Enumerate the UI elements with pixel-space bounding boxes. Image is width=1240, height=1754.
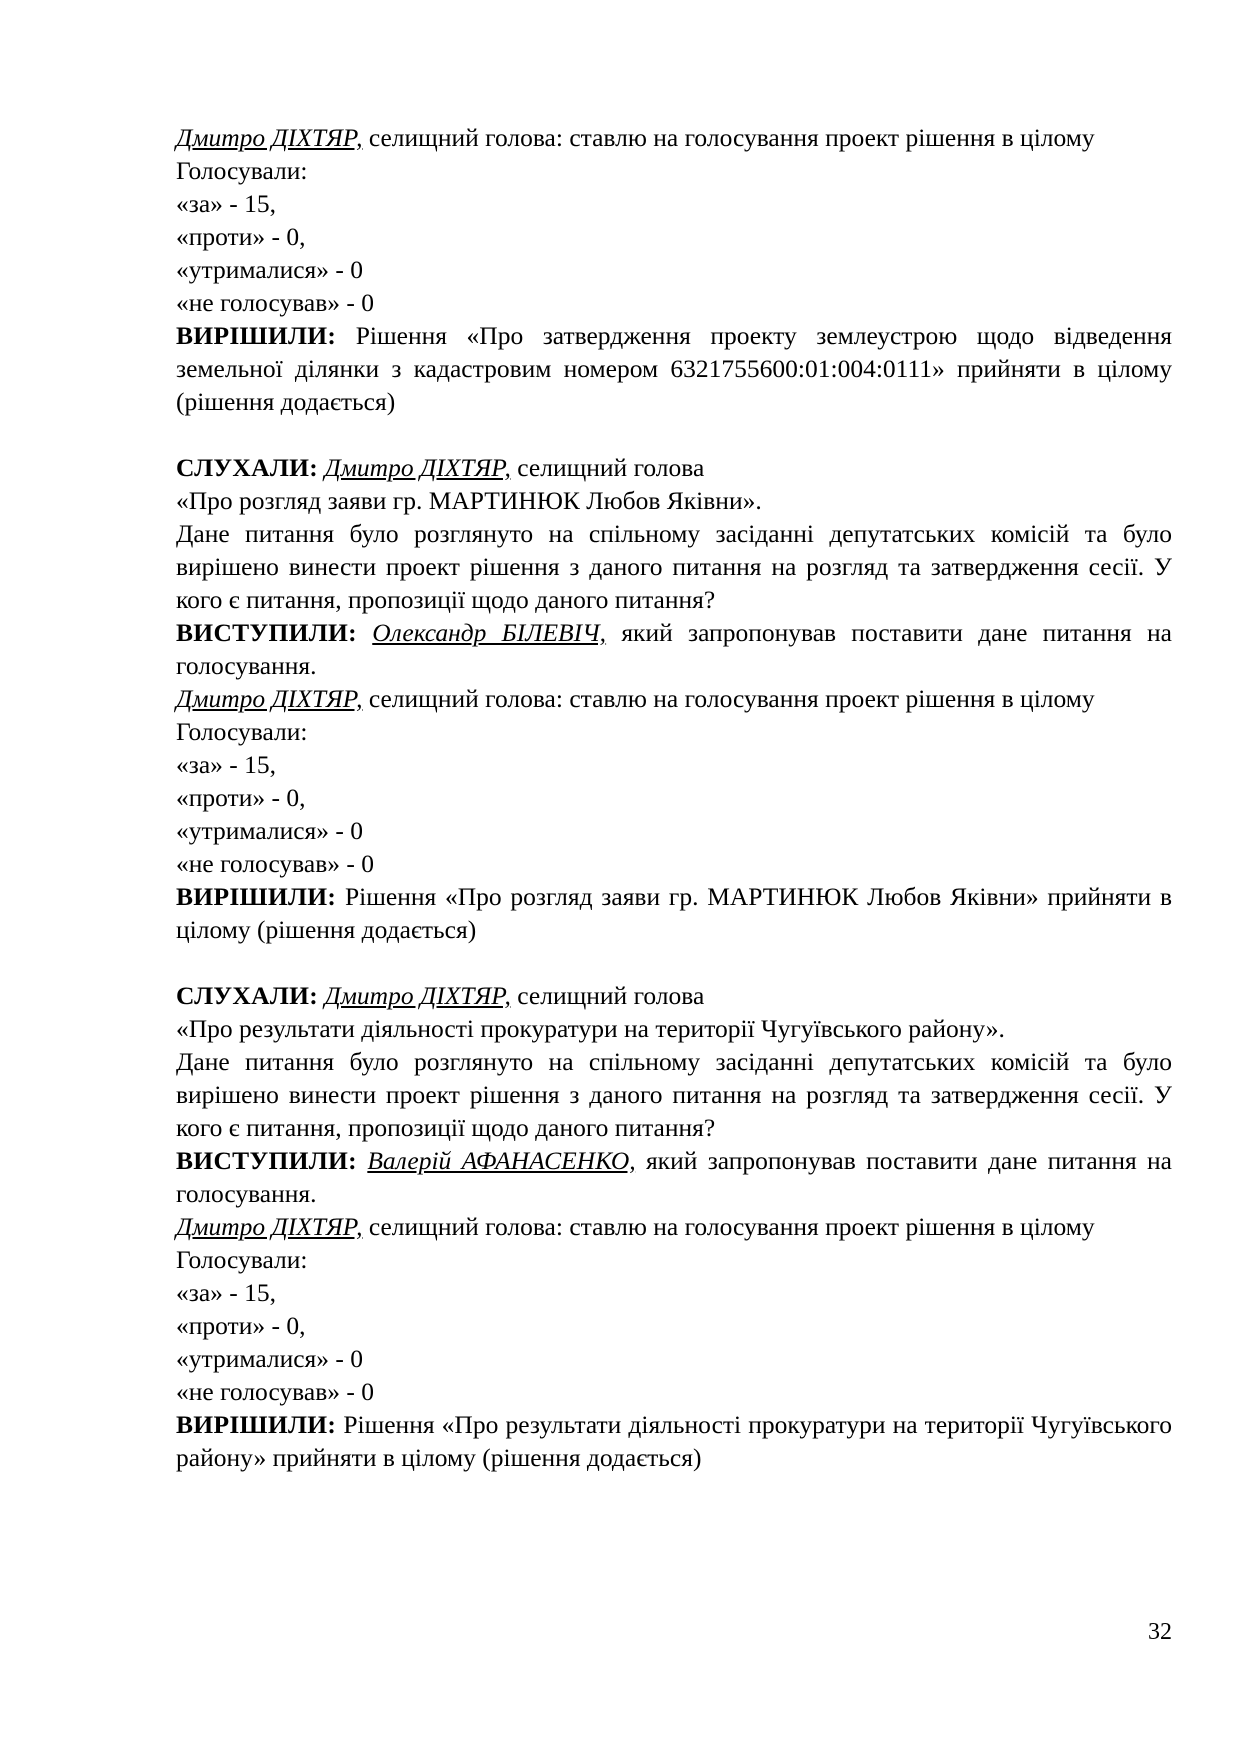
chair-statement <box>176 121 1172 154</box>
votes-against: «проти» - 0, <box>176 1311 306 1340</box>
votes-for: «за» - 15, <box>176 189 277 218</box>
votes-abstained: «утрималися» - 0 <box>176 255 364 284</box>
votes-against: «проти» - 0, <box>176 783 306 812</box>
heard-role: селищний голова <box>510 453 705 482</box>
speaker-name: Олександр БІЛЕВІЧ, <box>372 618 607 647</box>
chair-text: селищний голова: ставлю на голосування проект рішення в цілому <box>362 123 1095 152</box>
speaker-name: Валерій АФАНАСЕНКО, <box>367 1146 636 1175</box>
agenda-topic: «Про розгляд заяви гр. МАРТИНЮК Любов Яківни». <box>176 486 762 515</box>
spoke-keyword: ВИСТУПИЛИ: <box>176 618 357 647</box>
chair-text: селищний голова: ставлю на голосування проект рішення в цілому <box>362 1212 1095 1241</box>
chair-name: Дмитро ДІХТЯР, <box>176 684 363 713</box>
decided-keyword: ВИРІШИЛИ: <box>176 882 337 911</box>
agenda-topic: «Про результати діяльності прокуратури на території Чугуївського району». <box>176 1014 1005 1043</box>
votes-against: «проти» - 0, <box>176 222 306 251</box>
decision-text: Рішення «Про розгляд заяви гр. МАРТИНЮК Любов Яківни» прийняти в цілому (рішення додається) <box>176 882 1172 944</box>
votes-not-voted: «не голосував» - 0 <box>176 849 374 878</box>
heard-keyword: СЛУХАЛИ: <box>176 981 319 1010</box>
decided-keyword: ВИРІШИЛИ: <box>176 321 337 350</box>
decision <box>176 1408 1172 1474</box>
votes-not-voted: «не голосував» - 0 <box>176 288 374 317</box>
decision-text: Рішення «Про результати діяльності прокуратури на території Чугуївського району» прийняти в цілому (рішення додається) <box>176 1410 1172 1472</box>
speaker-statement <box>176 1144 1172 1210</box>
speaker-text: який запропонував поставити дане питання на голосування. <box>176 618 1172 680</box>
votes-for: «за» - 15, <box>176 1278 277 1307</box>
heard-role: селищний голова <box>510 981 705 1010</box>
section-spacer <box>176 946 1172 979</box>
discussion-text: Дане питання було розглянуто на спільному засіданні депутатських комісій та було вирішено винести проект рішення з даного питання на розгляд та затвердження сесії. У кого є питання, пропозиції щодо даного питання? <box>176 519 1172 614</box>
heard-name: Дмитро ДІХТЯР, <box>324 981 511 1010</box>
votes-for: «за» - 15, <box>176 750 277 779</box>
minutes-content <box>176 121 1172 1474</box>
speaker-text: який запропонував поставити дане питання на голосування. <box>176 1146 1172 1208</box>
page-number: 32 <box>1148 1619 1172 1645</box>
heard-line <box>176 451 1172 484</box>
votes-heading: Голосували: <box>176 717 308 746</box>
chair-statement <box>176 682 1172 715</box>
votes-heading: Голосували: <box>176 1245 308 1274</box>
votes-heading: Голосували: <box>176 156 308 185</box>
chair-name: Дмитро ДІХТЯР, <box>176 1212 363 1241</box>
heard-line <box>176 979 1172 1012</box>
decided-keyword: ВИРІШИЛИ: <box>176 1410 337 1439</box>
section-spacer <box>176 418 1172 451</box>
discussion-text: Дане питання було розглянуто на спільному засіданні депутатських комісій та було вирішено винести проект рішення з даного питання на розгляд та затвердження сесії. У кого є питання, пропозиції щодо даного питання? <box>176 1047 1172 1142</box>
votes-abstained: «утрималися» - 0 <box>176 816 364 845</box>
decision <box>176 319 1172 418</box>
votes-abstained: «утрималися» - 0 <box>176 1344 364 1373</box>
heard-name: Дмитро ДІХТЯР, <box>324 453 511 482</box>
votes-not-voted: «не голосував» - 0 <box>176 1377 374 1406</box>
decision-text: Рішення «Про затвердження проекту землеустрою щодо відведення земельної ділянки з кадастровим номером 6321755600:01:004:0111» прийняти в цілому (рішення додається) <box>176 321 1172 416</box>
speaker-statement <box>176 616 1172 682</box>
spoke-keyword: ВИСТУПИЛИ: <box>176 1146 357 1175</box>
chair-text: селищний голова: ставлю на голосування проект рішення в цілому <box>362 684 1095 713</box>
chair-name: Дмитро ДІХТЯР, <box>176 123 363 152</box>
heard-keyword: СЛУХАЛИ: <box>176 453 319 482</box>
decision <box>176 880 1172 946</box>
chair-statement <box>176 1210 1172 1243</box>
